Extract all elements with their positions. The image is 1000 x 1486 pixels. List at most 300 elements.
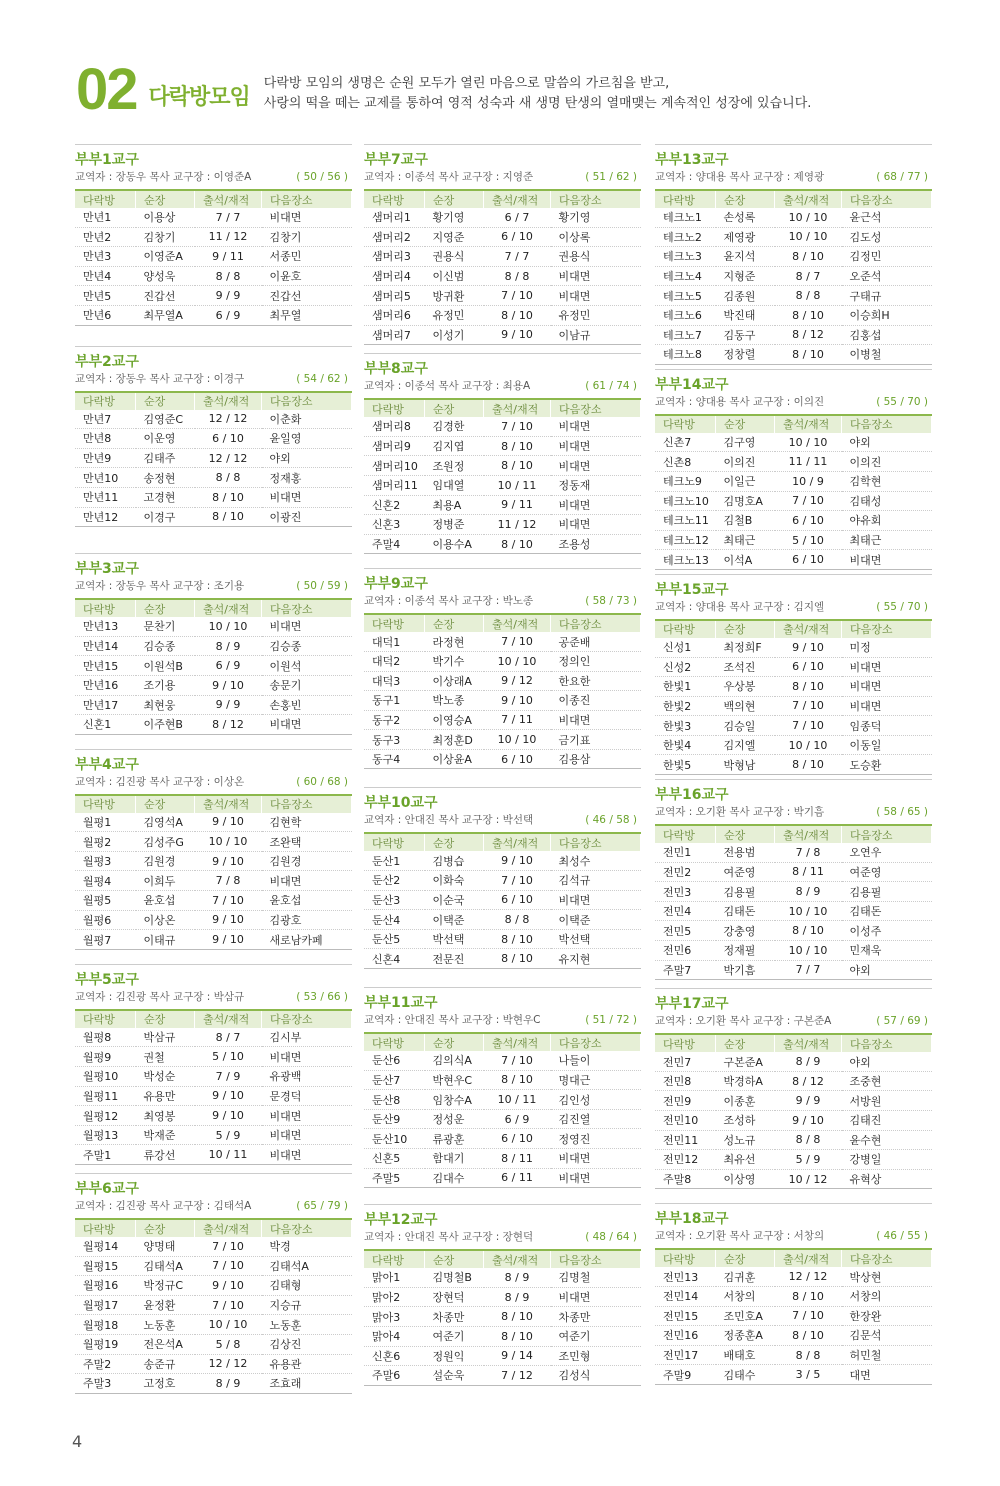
table-cell: 테크노2 <box>655 227 716 247</box>
table-cell: 10 / 10 <box>484 651 551 671</box>
table-row <box>75 1276 352 1296</box>
table-row <box>655 452 932 472</box>
table-cell: 정창렬 <box>716 345 775 365</box>
section-description <box>264 74 812 114</box>
table-cell: 전문진 <box>425 949 484 969</box>
table-cell: 테크노11 <box>655 511 716 531</box>
table-row <box>75 429 352 449</box>
table-row <box>655 638 932 657</box>
table-cell: 허민철 <box>842 1345 932 1365</box>
table-cell: 여준기 <box>425 1326 484 1346</box>
table-cell: 전민17 <box>655 1345 716 1365</box>
parish-leaders-row <box>655 169 932 185</box>
table-cell: 월평4 <box>75 871 136 891</box>
table-cell: 김병습 <box>425 851 484 870</box>
table-row <box>75 1067 352 1087</box>
table-cell: 유정민 <box>551 305 641 325</box>
parish-name: 부부18교구 <box>655 1211 729 1228</box>
table-cell: 8 / 10 <box>775 1326 842 1346</box>
parish-group <box>75 964 352 1165</box>
table-row <box>364 436 641 456</box>
table-cell: 전민2 <box>655 862 716 882</box>
parish-group <box>364 353 641 554</box>
table-row <box>655 1150 932 1170</box>
column-header: 다음장소 <box>842 825 932 843</box>
table-cell: 이순국 <box>425 890 484 910</box>
table-cell: 12 / 12 <box>195 448 262 468</box>
table-cell: 신촌8 <box>655 452 716 472</box>
table-cell: 월평7 <box>75 930 136 950</box>
table-cell: 5 / 8 <box>195 1334 262 1354</box>
table-cell: 대면 <box>842 1365 932 1385</box>
table-row <box>364 1109 641 1129</box>
table-cell: 전민14 <box>655 1286 716 1306</box>
table-row <box>364 247 641 267</box>
table-cell: 월평10 <box>75 1067 136 1087</box>
table-cell: 비대면 <box>842 696 932 716</box>
table-cell: 김철B <box>716 511 775 531</box>
table-cell: 이상래A <box>425 671 484 691</box>
table-cell: 비대면 <box>842 657 932 677</box>
table-cell: 박삼규 <box>136 1028 195 1047</box>
table-cell: 7 / 9 <box>195 1067 262 1087</box>
parish-leaders: 교역자 : 이종석 목사 교구장 : 박노종 <box>364 595 534 608</box>
table-cell: 조민호A <box>716 1306 775 1326</box>
parish-table <box>364 398 641 554</box>
column-header: 다락방 <box>75 1010 136 1028</box>
column-header: 순장 <box>716 620 775 638</box>
table-cell: 샘머리8 <box>364 417 425 436</box>
table-cell: 비대면 <box>262 617 352 636</box>
table-cell: 명대근 <box>551 1070 641 1090</box>
parish-leaders-row <box>75 169 352 185</box>
table-cell: 이병철 <box>842 345 932 365</box>
table-row <box>364 749 641 769</box>
table-cell: 만년1 <box>75 208 136 227</box>
table-row <box>75 1315 352 1335</box>
table-cell: 전용범 <box>716 843 775 862</box>
table-cell: 김성식 <box>551 1366 641 1386</box>
table-cell: 주말6 <box>364 1366 425 1386</box>
table-row <box>75 1145 352 1165</box>
table-header-row <box>364 833 641 851</box>
table-row <box>655 1071 932 1091</box>
table-cell: 테크노12 <box>655 530 716 550</box>
table-row <box>364 949 641 969</box>
table-row <box>364 1307 641 1327</box>
table-cell: 전민12 <box>655 1150 716 1170</box>
column-header: 다음장소 <box>842 1249 932 1267</box>
table-cell: 라정현 <box>425 632 484 651</box>
table-cell: 8 / 9 <box>195 1374 262 1394</box>
column-header: 출석/재적 <box>195 1010 262 1028</box>
table-cell: 정의인 <box>551 651 641 671</box>
table-cell: 비대면 <box>551 1287 641 1307</box>
table-cell: 8 / 8 <box>484 266 551 286</box>
table-header-row <box>364 399 641 417</box>
table-row <box>655 1052 932 1071</box>
table-row <box>655 208 932 227</box>
table-cell: 8 / 10 <box>775 921 842 941</box>
column-header: 순장 <box>425 614 484 632</box>
table-row <box>364 1149 641 1169</box>
table-cell: 만년16 <box>75 675 136 695</box>
table-cell: 7 / 10 <box>484 1051 551 1070</box>
column-header: 다락방 <box>655 415 716 433</box>
table-cell: 7 / 10 <box>484 871 551 891</box>
table-row <box>655 1169 932 1189</box>
column-header: 다락방 <box>655 1034 716 1052</box>
table-row <box>364 1346 641 1366</box>
table-cell: 동구3 <box>364 730 425 750</box>
table-cell: 샘머리3 <box>364 247 425 267</box>
table-cell: 이성주 <box>842 921 932 941</box>
table-cell: 7 / 8 <box>195 871 262 891</box>
table-row <box>75 832 352 852</box>
table-cell: 6 / 9 <box>195 656 262 676</box>
attendance-total: ( 46 / 55 ) <box>876 1230 928 1243</box>
table-row <box>75 910 352 930</box>
table-cell: 샘머리2 <box>364 227 425 247</box>
table-cell: 박성순 <box>136 1067 195 1087</box>
table-cell: 정동재 <box>551 475 641 495</box>
column-header: 다음장소 <box>551 614 641 632</box>
table-header-row <box>75 392 352 410</box>
table-header-row <box>364 1250 641 1268</box>
table-row <box>655 1365 932 1385</box>
table-row <box>75 1256 352 1276</box>
table-cell: 이희두 <box>136 871 195 891</box>
table-cell: 양명태 <box>136 1237 195 1256</box>
table-cell: 최유선 <box>716 1150 775 1170</box>
table-cell: 샘머리6 <box>364 305 425 325</box>
column-1 <box>75 144 352 1394</box>
table-cell: 9 / 10 <box>484 325 551 345</box>
column-header: 출석/재적 <box>484 614 551 632</box>
table-cell: 6 / 10 <box>195 429 262 449</box>
column-header: 순장 <box>716 1034 775 1052</box>
table-row <box>655 345 932 365</box>
table-cell: 테크노3 <box>655 247 716 267</box>
column-header: 다음장소 <box>551 833 641 851</box>
table-cell: 야외 <box>262 448 352 468</box>
table-row <box>75 507 352 527</box>
table-header-row <box>655 1034 932 1052</box>
table-cell: 미정 <box>842 638 932 657</box>
parish-leaders: 교역자 : 김진광 목사 교구장 : 김태석A <box>75 1200 252 1212</box>
table-cell: 비대면 <box>551 890 641 910</box>
table-cell: 도승환 <box>842 755 932 775</box>
table-cell: 이원석 <box>262 656 352 676</box>
table-row <box>364 515 641 535</box>
table-cell: 윤지석 <box>716 247 775 267</box>
table-header-row <box>364 190 641 208</box>
table-cell: 이상영 <box>716 1169 775 1189</box>
table-row <box>655 843 932 862</box>
table-cell: 10 / 10 <box>775 433 842 452</box>
table-cell: 양성욱 <box>136 266 195 286</box>
parish-group <box>364 787 641 969</box>
column-header: 순장 <box>136 392 195 410</box>
table-cell: 김지엽 <box>425 436 484 456</box>
table-cell: 8 / 9 <box>195 636 262 656</box>
column-header: 순장 <box>136 1219 195 1237</box>
table-cell: 여준영 <box>842 862 932 882</box>
table-cell: 김승종 <box>262 636 352 656</box>
parish-name: 부부13교구 <box>655 152 729 168</box>
table-cell: 최성수 <box>551 851 641 870</box>
table-cell: 함대기 <box>425 1149 484 1169</box>
table-cell: 고정호 <box>136 1374 195 1394</box>
column-header: 순장 <box>425 1033 484 1051</box>
table-row <box>75 695 352 715</box>
table-row <box>655 247 932 267</box>
table-cell: 오연우 <box>842 843 932 862</box>
table-cell: 7 / 7 <box>195 208 262 227</box>
table-cell: 김광호 <box>262 910 352 930</box>
table-cell: 주말3 <box>75 1374 136 1394</box>
table-cell: 김종원 <box>716 286 775 306</box>
table-cell: 김태돈 <box>842 901 932 921</box>
parish-table <box>364 1032 641 1188</box>
table-cell: 임종덕 <box>842 716 932 736</box>
table-cell: 김태형 <box>262 1276 352 1296</box>
table-cell: 김태진 <box>842 1111 932 1131</box>
table-cell: 김진열 <box>551 1109 641 1129</box>
column-header: 출석/재적 <box>484 399 551 417</box>
column-header: 다음장소 <box>262 1219 352 1237</box>
table-row <box>75 1295 352 1315</box>
table-cell: 황기영 <box>551 208 641 227</box>
column-header: 다음장소 <box>262 190 352 208</box>
table-cell: 박노종 <box>425 691 484 711</box>
table-row <box>655 1286 932 1306</box>
table-cell: 유광백 <box>262 1067 352 1087</box>
parish-leaders: 교역자 : 안대진 목사 교구장 : 박현우C <box>364 1014 541 1027</box>
table-cell: 박경하A <box>716 1071 775 1091</box>
table-cell: 9 / 10 <box>195 1086 262 1106</box>
table-cell: 최정훈D <box>425 730 484 750</box>
table-cell: 김용삼 <box>551 749 641 769</box>
table-row <box>655 1345 932 1365</box>
table-cell: 테크노8 <box>655 345 716 365</box>
table-cell: 비대면 <box>551 495 641 515</box>
table-row <box>364 1129 641 1149</box>
table-cell: 박형남 <box>716 755 775 775</box>
table-cell: 5 / 9 <box>775 1150 842 1170</box>
table-row <box>655 716 932 736</box>
table-cell: 정종훈A <box>716 1326 775 1346</box>
table-cell: 이태규 <box>136 930 195 950</box>
table-cell: 8 / 10 <box>484 305 551 325</box>
parish-leaders: 교역자 : 양대용 목사 교구장 : 이의진 <box>655 395 825 408</box>
table-cell: 7 / 7 <box>775 960 842 980</box>
table-cell: 새로남카페 <box>262 930 352 950</box>
column-header: 출석/재적 <box>775 190 842 208</box>
table-cell: 7 / 10 <box>775 1306 842 1326</box>
table-row <box>655 1111 932 1131</box>
table-cell: 신혼1 <box>75 715 136 735</box>
parish-table <box>655 189 932 365</box>
table-cell: 월평3 <box>75 851 136 871</box>
table-cell: 8 / 7 <box>775 266 842 286</box>
table-header-row <box>655 190 932 208</box>
table-cell: 둔산9 <box>364 1109 425 1129</box>
table-cell: 비대면 <box>551 1168 641 1188</box>
parish-leaders-row <box>364 1229 641 1245</box>
table-cell: 차종만 <box>551 1307 641 1327</box>
table-row <box>75 1047 352 1067</box>
table-cell: 전민10 <box>655 1111 716 1131</box>
table-cell: 정재홍 <box>262 468 352 488</box>
table-cell: 둔산8 <box>364 1090 425 1110</box>
table-cell: 테크노5 <box>655 286 716 306</box>
table-row <box>75 1125 352 1145</box>
table-row <box>364 910 641 930</box>
parish-group <box>364 144 641 345</box>
table-cell: 7 / 10 <box>775 716 842 736</box>
table-cell: 10 / 10 <box>195 1315 262 1335</box>
table-cell: 6 / 11 <box>484 1168 551 1188</box>
table-row <box>75 891 352 911</box>
table-row <box>655 433 932 452</box>
table-cell: 야외 <box>842 1052 932 1071</box>
attendance-total: ( 53 / 66 ) <box>296 990 348 1003</box>
table-cell: 6 / 7 <box>484 208 551 227</box>
parish-leaders-row <box>364 1012 641 1028</box>
table-cell: 9 / 12 <box>484 671 551 691</box>
table-cell: 이상윤A <box>425 749 484 769</box>
table-cell: 6 / 10 <box>775 657 842 677</box>
table-cell: 우상봉 <box>716 677 775 697</box>
table-cell: 7 / 10 <box>195 891 262 911</box>
table-cell: 8 / 8 <box>484 910 551 930</box>
column-header: 다락방 <box>75 392 136 410</box>
table-cell: 8 / 10 <box>484 1307 551 1327</box>
parish-group <box>655 779 932 980</box>
table-cell: 비대면 <box>551 436 641 456</box>
table-row <box>655 305 932 325</box>
parish-leaders: 교역자 : 오기환 목사 교구장 : 구본준A <box>655 1015 832 1028</box>
table-cell: 전은석A <box>136 1334 195 1354</box>
section-number: 02 <box>76 57 137 122</box>
table-cell: 8 / 10 <box>484 534 551 554</box>
table-cell: 문경덕 <box>262 1086 352 1106</box>
table-cell: 김태주 <box>136 448 195 468</box>
table-cell: 비대면 <box>551 266 641 286</box>
table-cell: 비대면 <box>551 515 641 535</box>
table-cell: 윤호섭 <box>136 891 195 911</box>
table-row <box>364 691 641 711</box>
table-cell: 테크노13 <box>655 550 716 570</box>
attendance-total: ( 50 / 59 ) <box>296 580 348 593</box>
table-cell: 10 / 10 <box>775 941 842 961</box>
table-cell: 8 / 10 <box>484 1070 551 1090</box>
table-cell: 이화숙 <box>425 871 484 891</box>
table-cell: 황기영 <box>425 208 484 227</box>
table-cell: 김영석A <box>136 813 195 832</box>
table-cell: 유지현 <box>551 949 641 969</box>
column-header: 출석/재적 <box>195 392 262 410</box>
table-cell: 유혁상 <box>842 1169 932 1189</box>
table-row <box>655 696 932 716</box>
column-header: 출석/재적 <box>484 833 551 851</box>
table-cell: 전민4 <box>655 901 716 921</box>
table-cell: 월평14 <box>75 1237 136 1256</box>
table-cell: 샘머리5 <box>364 286 425 306</box>
column-header: 순장 <box>425 190 484 208</box>
table-cell: 9 / 10 <box>484 691 551 711</box>
table-cell: 장현덕 <box>425 1287 484 1307</box>
table-cell: 8 / 12 <box>775 325 842 345</box>
table-cell: 8 / 10 <box>484 436 551 456</box>
table-cell: 7 / 10 <box>484 632 551 651</box>
attendance-total: ( 55 / 70 ) <box>876 600 928 613</box>
table-cell: 7 / 12 <box>484 1366 551 1386</box>
table-cell: 비대면 <box>842 550 932 570</box>
table-cell: 둔산1 <box>364 851 425 870</box>
table-cell: 10 / 10 <box>775 208 842 227</box>
table-cell: 대덕2 <box>364 651 425 671</box>
table-row <box>364 495 641 515</box>
table-row <box>364 1090 641 1110</box>
section-title: 다락방모임 <box>148 85 250 110</box>
table-cell: 송문기 <box>262 675 352 695</box>
table-cell: 전민11 <box>655 1130 716 1150</box>
parish-name: 부부5교구 <box>75 971 139 988</box>
table-cell: 월평13 <box>75 1125 136 1145</box>
table-header-row <box>75 190 352 208</box>
table-cell: 한빛2 <box>655 696 716 716</box>
attendance-total: ( 58 / 73 ) <box>585 595 637 608</box>
table-cell: 8 / 7 <box>195 1028 262 1047</box>
table-cell: 김인성 <box>551 1090 641 1110</box>
table-row <box>364 890 641 910</box>
parish-leaders-row <box>364 593 641 609</box>
column-header: 다음장소 <box>551 399 641 417</box>
table-cell: 샘머리4 <box>364 266 425 286</box>
table-cell: 송준규 <box>136 1354 195 1374</box>
table-cell: 8 / 10 <box>775 345 842 365</box>
table-cell: 김석규 <box>551 871 641 891</box>
table-row <box>75 636 352 656</box>
table-cell: 정재필 <box>716 941 775 961</box>
description-line-2: 사랑의 떡을 떼는 교제를 통하여 영적 성숙과 새 생명 탄생의 열매맺는 계속적인 성장에 있습니다. <box>263 96 812 111</box>
table-cell: 월평8 <box>75 1028 136 1047</box>
table-header-row <box>655 1249 932 1267</box>
table-cell: 8 / 8 <box>775 286 842 306</box>
column-header: 다락방 <box>364 833 425 851</box>
parish-group <box>364 987 641 1188</box>
table-cell: 이윤호 <box>262 266 352 286</box>
table-row <box>655 677 932 697</box>
table-cell: 유용만 <box>136 1086 195 1106</box>
table-cell: 만년14 <box>75 636 136 656</box>
table-row <box>655 1267 932 1286</box>
table-cell: 비대면 <box>551 417 641 436</box>
table-header-row <box>75 795 352 813</box>
table-cell: 김지엘 <box>716 735 775 755</box>
column-header: 다락방 <box>655 190 716 208</box>
table-cell: 7 / 7 <box>484 247 551 267</box>
table-cell: 민재욱 <box>842 941 932 961</box>
column-header: 순장 <box>136 1010 195 1028</box>
table-cell: 지승규 <box>262 1295 352 1315</box>
table-row <box>364 929 641 949</box>
table-row <box>655 511 932 531</box>
table-cell: 이신범 <box>425 266 484 286</box>
table-cell: 전민15 <box>655 1306 716 1326</box>
